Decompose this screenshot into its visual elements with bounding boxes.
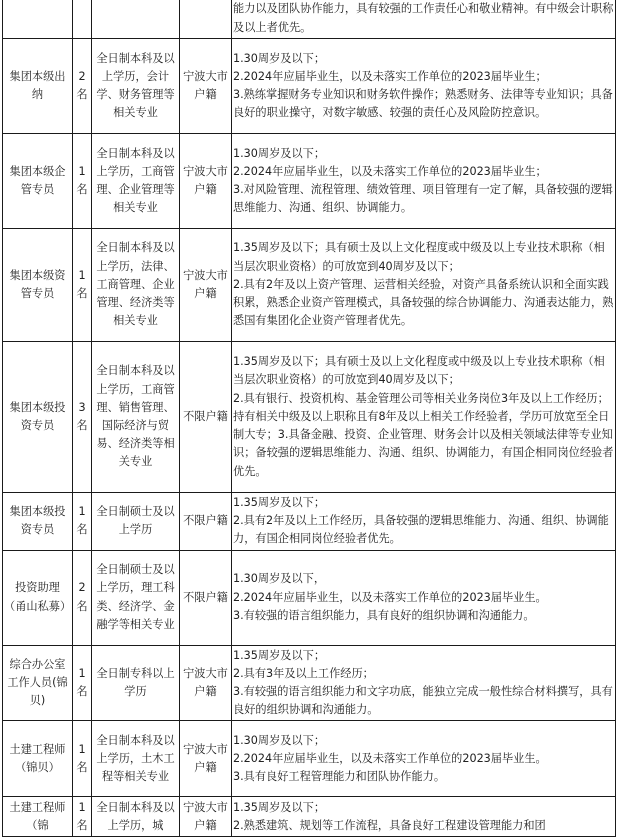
table-row: [3, 134, 616, 229]
position-name-cell: 土建工程师（锦贝）: [3, 721, 73, 797]
requirement-line: 1.35周岁及以下；具有硕士及以上文化程度或中级及以上专业技术职称（相当层次职业资格）的可放宽到40周岁及以下；: [233, 355, 605, 387]
hukou-cell: 宁波大市户籍: [180, 797, 232, 837]
hukou-cell: 不限户籍: [180, 550, 232, 645]
requirements-cell: [232, 0, 616, 39]
requirements-cell: [232, 645, 616, 721]
requirement-line: 3.有较强的语言组织能力和文字功底，能独立完成一般性综合材料撰写，具有良好的组织协调和沟通能力。: [233, 685, 613, 717]
requirement-line: 1.30周岁及以下；: [233, 51, 326, 65]
education-cell: 全日制本科及以上学历，工商管理、销售管理、国际经济与贸易、经济类等相关专业: [92, 342, 180, 493]
requirement-line: 3.熟练掌握财务专业知识和财务软件操作；熟悉财务、法律等专业知识；具备良好的职业操守，对数字敏感、较强的责任心及风险防控意识。: [233, 88, 613, 120]
requirement-line: 3.具有良好工程管理能力和团队协作能力。: [233, 770, 446, 784]
position-name-cell: 集团本级资管专员: [3, 229, 73, 342]
table-row: [3, 229, 616, 342]
hukou-cell: [180, 0, 232, 39]
headcount-cell: [73, 0, 92, 39]
requirement-line: 2.具有2年及以上工作经历，具备较强的逻辑思维能力、沟通、组织、协调能力，有国企相同岗位经验者优先。: [233, 514, 609, 546]
hukou-cell: 宁波大市户籍: [180, 134, 232, 229]
table-row: [3, 493, 616, 551]
requirement-line: 1.30周岁及以下；: [233, 733, 326, 747]
requirements-cell: [232, 721, 616, 797]
requirement-line: 能力以及团队协作能力，具有较强的工作责任心和敬业精神。有中级会计职称及以上者优先。: [233, 2, 614, 34]
requirement-line: 1.30周岁及以下；: [233, 146, 326, 160]
requirements-cell: [232, 493, 616, 551]
position-name-cell: 土建工程师（锦: [3, 797, 73, 837]
requirement-line: 1.35周岁及以下；: [233, 800, 326, 814]
education-cell: 全日制本科及以上学历，工商管理、企业管理等相关专业: [92, 134, 180, 229]
education-cell: 全日制本科及以上学历，土木工程等相关专业: [92, 721, 180, 797]
requirements-cell: [232, 550, 616, 645]
requirement-line: 1.35周岁及以下；: [233, 648, 326, 662]
headcount-cell: 1名: [73, 721, 92, 797]
headcount-cell: 1名: [73, 645, 92, 721]
headcount-cell: 1名: [73, 493, 92, 551]
requirements-cell: [232, 797, 616, 837]
hukou-cell: 宁波大市户籍: [180, 229, 232, 342]
headcount-cell: 1名: [73, 134, 92, 229]
position-name-cell: 集团本级企管专员: [3, 134, 73, 229]
position-name-cell: 集团本级出纳: [3, 39, 73, 134]
position-name-cell: 投资助理（甬山私募）: [3, 550, 73, 645]
headcount-cell: 1名: [73, 797, 92, 837]
table-row: [3, 721, 616, 797]
education-cell: 全日制本科及以上学历，城: [92, 797, 180, 837]
requirements-cell: [232, 342, 616, 493]
table-row: [3, 797, 616, 837]
education-cell: 全日制专科以上学历: [92, 645, 180, 721]
position-name-cell: 综合办公室工作人员(锦贝): [3, 645, 73, 721]
requirement-line: 2.2024年应届毕业生，以及未落实工作单位的2023届毕业生。: [233, 751, 547, 765]
requirement-line: 3.对风险管理、流程管理、绩效管理、项目管理有一定了解，具备较强的逻辑思维能力、沟通、组织、协调能力。: [233, 183, 613, 215]
recruitment-table: [2, 0, 616, 837]
education-cell: 全日制硕士及以上学历，理工科类、经济学、金融学等相关专业: [92, 550, 180, 645]
table-row: [3, 39, 616, 134]
requirement-line: 1.35周岁及以下；具有硕士及以上文化程度或中级及以上专业技术职称（相当层次职业资格）的可放宽到40周岁及以下；: [233, 241, 605, 273]
headcount-cell: 2名: [73, 550, 92, 645]
hukou-cell: 宁波大市户籍: [180, 645, 232, 721]
requirement-line: 1.30周岁及以下，: [233, 572, 326, 586]
table-row: [3, 0, 616, 39]
education-cell: [92, 0, 180, 39]
requirement-line: 2.2024年应届毕业生，以及未落实工作单位的2023届毕业生。: [233, 590, 547, 604]
hukou-cell: 宁波大市户籍: [180, 721, 232, 797]
requirements-cell: [232, 134, 616, 229]
requirement-line: 2.具有银行、投资机构、基金管理公司等相关业务岗位3年及以上工作经历；持有相关中级及以上职称且有8年及以上相关工作经验者，学历可放宽至全日制大专；3.具备金融、投资、企业管理、财务会计以及相关领域法律等专业知识；备较强的逻辑思维能力、沟通、组织、协调能力，有国企相同岗位经验者优先。: [233, 391, 614, 478]
requirement-line: 3.有较强的语言组织能力，具有良好的组织协调和沟通能力。: [233, 608, 535, 622]
requirements-cell: [232, 229, 616, 342]
education-cell: 全日制本科及以上学历，法律、工商管理、企业管理、经济类等相关专业: [92, 229, 180, 342]
requirement-line: 2.2024年应届毕业生，以及未落实工作单位的2023届毕业生；: [233, 164, 547, 178]
requirement-line: 1.35周岁及以下；: [233, 496, 326, 509]
requirement-line: 2.具有2年及以上资产管理、运营相关经验，对资产具备系统认识和全面实践积累，熟悉企业资产管理模式，具备较强的综合协调能力、沟通表达能力，熟悉国有集团化企业资产管理者优先。: [233, 277, 614, 328]
position-name-cell: 集团本级投资专员: [3, 493, 73, 551]
hukou-cell: 不限户籍: [180, 342, 232, 493]
table-row: [3, 550, 616, 645]
position-name-cell: 集团本级投资专员: [3, 342, 73, 493]
education-cell: 全日制硕士及以上学历: [92, 493, 180, 551]
requirements-cell: [232, 39, 616, 134]
requirement-line: 2.具有3年及以上工作经历；: [233, 666, 374, 680]
headcount-cell: 1名: [73, 229, 92, 342]
table-row: [3, 342, 616, 493]
requirement-line: 2.2024年应届毕业生，以及未落实工作单位的2023届毕业生；: [233, 69, 547, 83]
requirement-line: 2.熟悉建筑、规划等工作流程，具备良好工程建设管理能力和团: [233, 818, 546, 832]
position-name-cell: [3, 0, 73, 39]
hukou-cell: 不限户籍: [180, 493, 232, 551]
headcount-cell: 2名: [73, 39, 92, 134]
hukou-cell: 宁波大市户籍: [180, 39, 232, 134]
education-cell: 全日制本科及以上学历，会计学、财务管理等相关专业: [92, 39, 180, 134]
table-row: [3, 645, 616, 721]
headcount-cell: 3名: [73, 342, 92, 493]
